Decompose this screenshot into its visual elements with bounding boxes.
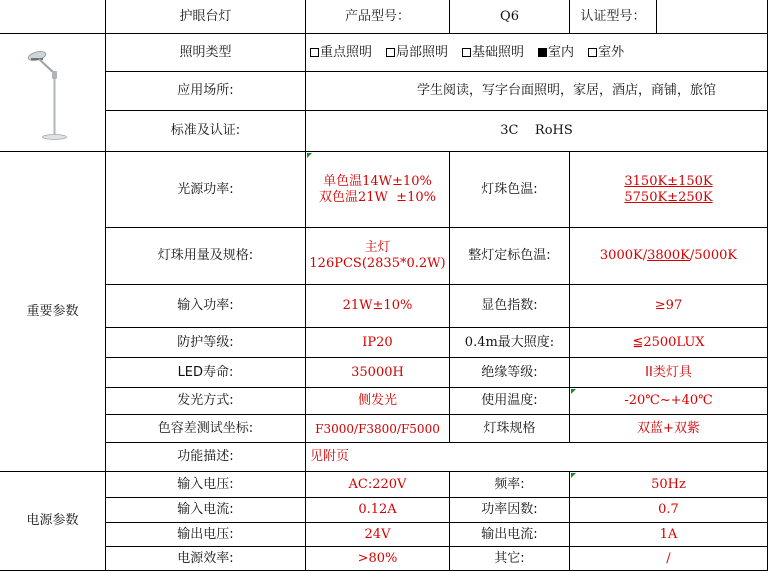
option-outdoor[interactable] [588,45,624,61]
in-voltage-label-cell [106,472,306,498]
light-power-line-1: 单色温14W±10% [323,173,432,189]
illuminance-value-cell [570,328,768,358]
application-label-cell [106,72,306,111]
model-value: Q6 [500,8,519,24]
emit-label: 发光方式: [177,393,234,408]
power-params-label: 电源参数 [26,513,79,528]
out-current-value-cell [570,523,768,547]
power-params-section [0,472,106,571]
out-current-label: 输出电流: [481,526,538,542]
bead-spec-line-1: 主灯 [364,240,391,255]
freq-value: 50Hz [651,476,686,492]
product-name-cell [106,0,306,34]
life-value: 35000H [351,364,404,380]
bead-cct-line-2: 5750K±250K [624,189,713,205]
rated-cct-label: 整灯定标色温: [468,248,551,263]
model-label-cell [306,0,450,34]
other-label: 其它: [494,550,525,566]
checkbox-filled-icon [538,48,547,57]
in-current-label-cell [106,498,306,523]
rated-cct-part-1: 3000K/ [599,248,648,263]
temp-value-cell [570,388,768,415]
comment-indicator-icon[interactable] [571,473,576,478]
application-value-cell [306,72,768,111]
cri-value-cell [570,285,768,328]
function-label-cell [106,443,306,472]
other-value: / [666,550,671,566]
life-label: LED寿命: [177,364,234,380]
comment-indicator-icon[interactable] [571,389,576,394]
emit-value-cell [306,388,450,415]
efficiency-value: >80% [357,550,398,566]
freq-label: 频率: [494,476,525,492]
color-coord-label: 色容差测试坐标: [157,420,254,436]
temp-label: 使用温度: [481,393,538,408]
color-coord-value-cell [306,415,450,443]
key-params-label: 重要参数 [26,303,79,319]
illuminance-label: 0.4m最大照度: [464,334,555,350]
input-power-label-cell [106,285,306,328]
model-label: 产品型号： [344,8,410,24]
pf-label-cell [450,498,570,523]
bead-cct-line-1: 3150K±150K [624,173,713,189]
insulation-label-cell [450,358,570,388]
in-current-value-cell [306,498,450,523]
standards-label: 标准及认证: [170,123,241,138]
in-current-value: 0.12A [358,502,397,517]
checkbox-empty-icon [386,48,395,57]
light-power-line-2: 双色温21W ±10% [319,189,436,205]
insulation-value: II类灯具 [645,364,692,380]
bead-model-value: 双蓝+双紫 [637,420,700,436]
function-value: 见附页 [310,449,350,464]
illuminance-value: ≦2500LUX [632,334,705,350]
bead-model-label-cell [450,415,570,443]
desk-lamp-image [23,43,83,143]
pf-value-cell [570,498,768,523]
cri-label: 显色指数: [481,298,538,313]
in-voltage-value: AC:220V [348,476,407,492]
life-label-cell [106,358,306,388]
ip-value: IP20 [362,334,393,350]
lighting-type-label-cell [106,34,306,72]
in-voltage-value-cell [306,472,450,498]
application-value: 学生阅读，写字台面照明，家居，酒店，商铺，旅馆 [416,83,716,98]
light-power-value-cell [306,152,450,228]
checkbox-empty-icon [310,48,319,57]
pf-value: 0.7 [658,502,679,517]
bead-model-label: 灯珠规格 [483,420,536,436]
standards-value: 3C RoHS [500,123,573,138]
product-image-cell [0,34,106,152]
bead-spec-value-cell [306,228,450,285]
cert-model-value-cell [657,0,768,34]
out-voltage-label: 输出电压: [177,526,234,542]
lighting-type-label: 照明类型 [179,44,232,60]
cri-label-cell [450,285,570,328]
ip-label: 防护等级: [177,334,234,350]
out-current-label-cell [450,523,570,547]
temp-label-cell [450,388,570,415]
freq-value-cell [570,472,768,498]
option-indoor[interactable] [538,45,574,61]
function-value-cell [306,443,768,472]
checkbox-empty-icon [588,48,597,57]
efficiency-label: 电源效率: [177,550,234,566]
cri-value: ≥97 [654,298,683,313]
input-power-label: 输入功率: [177,298,234,313]
application-label: 应用场所: [177,83,234,98]
option-local-lighting[interactable] [386,45,448,61]
rated-cct-label-cell [450,228,570,285]
bead-spec-label-cell [106,228,306,285]
option-accent-lighting[interactable] [310,45,372,61]
rated-cct-part-2: 3800K [647,248,690,263]
illuminance-label-cell [450,328,570,358]
option-label: 基础照明 [472,44,525,60]
ip-label-cell [106,328,306,358]
other-label-cell [450,547,570,571]
function-label: 功能描述: [177,449,234,464]
model-value-cell [450,0,570,34]
bead-cct-label: 灯珠色温: [481,181,538,197]
bead-model-value-cell [570,415,768,443]
input-power-value: 21W±10% [342,298,413,313]
checkbox-empty-icon [462,48,471,57]
lighting-type-options [306,34,768,72]
life-value-cell [306,358,450,388]
cert-model-label: 认证型号： [580,8,646,24]
rated-cct-value-cell [570,228,768,285]
product-name: 护眼台灯 [179,8,232,24]
in-current-label: 输入电流: [177,502,234,517]
option-label: 室内 [548,44,575,60]
other-value-cell [570,547,768,571]
efficiency-label-cell [106,547,306,571]
option-label: 重点照明 [320,44,373,60]
rated-cct-part-3: /5000K [689,248,738,263]
emit-value: 侧发光 [357,393,397,408]
bead-spec-label: 灯珠用量及规格: [157,248,254,263]
standards-value-cell [306,111,768,152]
comment-indicator-icon[interactable] [307,153,312,158]
insulation-value-cell [570,358,768,388]
efficiency-value-cell [306,547,450,571]
option-label: 室外 [598,44,625,60]
out-voltage-value: 24V [364,526,391,542]
bead-cct-label-cell [450,152,570,228]
temp-value: -20℃~+40℃ [624,393,713,408]
out-voltage-value-cell [306,523,450,547]
corner-cell [0,0,106,34]
option-label: 局部照明 [396,44,449,60]
pf-label: 功率因数: [481,502,538,517]
bead-cct-value-cell [570,152,768,228]
ip-value-cell [306,328,450,358]
option-basic-lighting[interactable] [462,45,524,61]
freq-label-cell [450,472,570,498]
light-power-label: 光源功率: [177,181,234,197]
color-coord-label-cell [106,415,306,443]
emit-label-cell [106,388,306,415]
input-power-value-cell [306,285,450,328]
insulation-label: 绝缘等级: [481,364,538,380]
out-current-value: 1A [659,526,678,542]
standards-label-cell [106,111,306,152]
color-coord-value: F3000/F3800/F5000 [315,421,440,436]
cert-model-label-cell [570,0,657,34]
bead-spec-line-2: 126PCS(2835*0.2W) [309,256,446,271]
key-params-section [0,152,106,472]
light-power-label-cell [106,152,306,228]
out-voltage-label-cell [106,523,306,547]
in-voltage-label: 输入电压: [177,476,234,492]
